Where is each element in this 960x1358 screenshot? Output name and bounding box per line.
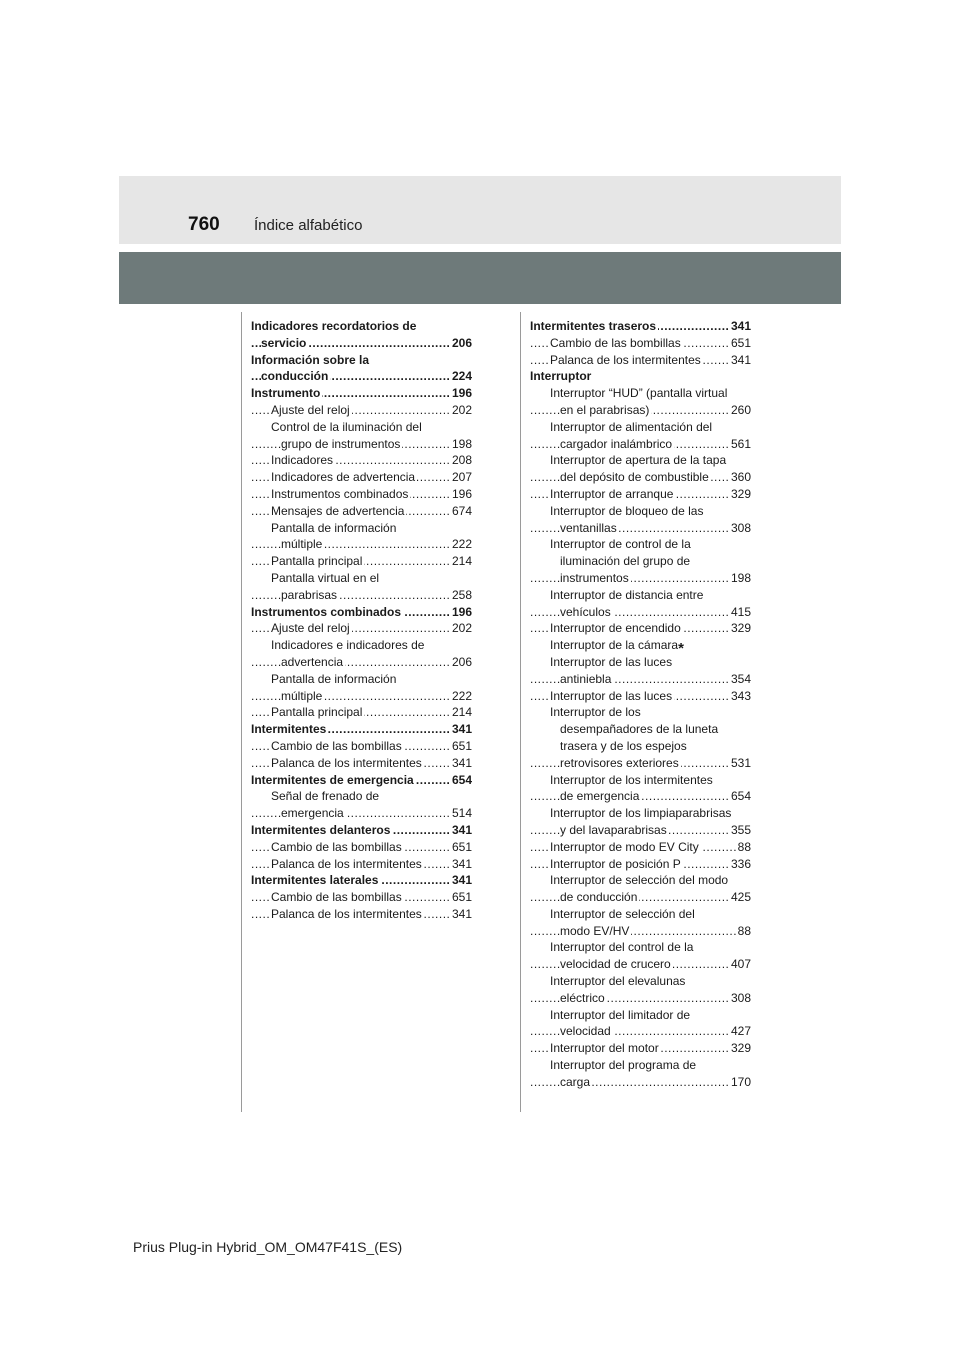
index-entry (251, 402, 472, 419)
entry-term: Pantalla de información (271, 520, 397, 535)
index-entry (530, 402, 751, 419)
entry-term: de conducción (560, 890, 638, 905)
index-entry (251, 620, 472, 637)
footer-doc-id: Prius Plug-in Hybrid_OM_OM47F41S_(ES) (133, 1239, 403, 1255)
index-entry (251, 604, 472, 621)
entry-term: Pantalla virtual en el (271, 570, 380, 585)
index-entry (530, 872, 751, 889)
entry-page-number: 354 (730, 671, 751, 686)
entry-page-number: 196 (451, 386, 472, 401)
entry-term: Información sobre la (251, 352, 370, 367)
entry-page-number: 214 (451, 705, 472, 720)
entry-term: múltiple (281, 537, 323, 552)
entry-page-number: 651 (451, 890, 472, 905)
index-entry (530, 973, 751, 990)
entry-term: velocidad de crucero (560, 957, 671, 972)
entry-term: Interruptor de distancia entre (550, 587, 704, 602)
entry-term: Interruptor de apertura de la tapa (550, 453, 727, 468)
index-entry (251, 536, 472, 553)
entry-term: Cambio de las bombillas (550, 335, 681, 350)
entry-page-number: 198 (451, 436, 472, 451)
entry-term: Pantalla principal (271, 554, 363, 569)
entry-page-number: 207 (451, 470, 472, 485)
entry-term: advertencia (281, 654, 344, 669)
entry-page-number: 170 (730, 1074, 751, 1089)
entry-page-number: 355 (730, 822, 751, 837)
entry-page-number: 343 (730, 688, 751, 703)
entry-term: Indicadores (271, 453, 334, 468)
index-entry (530, 587, 751, 604)
index-entry (530, 1007, 751, 1024)
entry-page-number: 341 (451, 822, 472, 837)
index-entry (530, 486, 751, 503)
entry-page-number: 407 (730, 957, 751, 972)
index-entry (251, 788, 472, 805)
entry-term: Palanca de los intermitentes (271, 755, 422, 770)
entry-term: vehículos (560, 604, 611, 619)
entry-page-number: 651 (451, 738, 472, 753)
footnote-mark: * (678, 640, 684, 654)
entry-term: instrumentos (560, 570, 629, 585)
index-entry (530, 553, 751, 570)
index-entry (251, 452, 472, 469)
entry-term: Interruptor de los limpiaparabrisas (550, 806, 732, 821)
entry-term: Interruptor de las luces (550, 688, 673, 703)
entry-term: Ajuste del reloj (271, 402, 350, 417)
entry-term: Interruptor de selección del modo (550, 873, 729, 888)
entry-page-number: 341 (730, 319, 751, 333)
entry-page-number: 196 (451, 486, 472, 501)
entry-term: Interruptor de la cámara* (550, 638, 686, 652)
entry-term: servicio (261, 335, 307, 350)
entry-page-number: 654 (451, 772, 472, 787)
entry-term: Interruptor de selección del (550, 906, 695, 921)
entry-page-number: 202 (451, 621, 472, 636)
index-entry (251, 436, 472, 453)
index-entry (251, 688, 472, 705)
index-entry (530, 839, 751, 856)
index-entry (530, 956, 751, 973)
index-entry (251, 738, 472, 755)
index-entry (251, 318, 472, 335)
index-entry (251, 587, 472, 604)
index-entry (530, 906, 751, 923)
index-entry (251, 721, 472, 738)
entry-page-number: 308 (730, 990, 751, 1005)
index-entry (251, 755, 472, 772)
entry-term: del depósito de combustible (560, 470, 709, 485)
entry-term: Interruptor de control de la (550, 537, 691, 552)
entry-term: Indicadores recordatorios de (251, 319, 417, 333)
entry-page-number: 514 (451, 806, 472, 821)
index-entry (251, 368, 472, 385)
entry-page-number: 329 (730, 486, 751, 501)
index-entry (530, 788, 751, 805)
entry-term: Interruptor de las luces (550, 654, 673, 669)
entry-term: Indicadores e indicadores de (271, 638, 425, 653)
entry-page-number: 224 (451, 369, 472, 384)
entry-term: ventanillas (560, 520, 617, 535)
entry-term: Interruptor de bloqueo de las (550, 503, 704, 518)
section-title: Índice alfabético (254, 217, 363, 234)
entry-page-number: 531 (730, 755, 751, 770)
entry-term: Intermitentes (251, 722, 327, 737)
entry-term: antiniebla (560, 671, 612, 686)
entry-page-number: 260 (730, 402, 751, 417)
entry-page-number: 214 (451, 554, 472, 569)
index-entry (530, 704, 751, 721)
entry-term: carga (560, 1074, 591, 1089)
entry-term: Intermitentes de emergencia (251, 772, 414, 787)
index-entry (530, 520, 751, 537)
entry-term: Interruptor (530, 369, 592, 384)
entry-term: Cambio de las bombillas (271, 890, 402, 905)
index-entry (251, 856, 472, 873)
entry-term: Señal de frenado de (271, 789, 380, 804)
entry-term: Intermitentes traseros (530, 319, 657, 333)
index-column-left (251, 318, 472, 923)
index-entry (530, 990, 751, 1007)
index-entry (251, 839, 472, 856)
index-entry (530, 469, 751, 486)
entry-term: Palanca de los intermitentes (271, 856, 422, 871)
entry-page-number: 654 (730, 789, 751, 804)
index-entry (530, 637, 751, 654)
entry-term: modo EV/HV (560, 923, 630, 938)
entry-term: Intermitentes delanteros (251, 822, 391, 837)
entry-term: Instrumentos combinados (251, 604, 402, 619)
index-entry (530, 604, 751, 621)
entry-term: cargador inalámbrico (560, 436, 673, 451)
entry-term: en el parabrisas) (560, 402, 650, 417)
entry-page-number: 88 (737, 839, 751, 854)
index-entry (530, 1023, 751, 1040)
index-entry (530, 805, 751, 822)
entry-term: Interruptor de modo EV City (550, 839, 699, 854)
entry-page-number: 341 (451, 906, 472, 921)
index-entry (251, 570, 472, 587)
index-entry (251, 553, 472, 570)
entry-term: Interruptor de posición P (550, 856, 681, 871)
entry-term: grupo de instrumentos (281, 436, 401, 451)
index-entry (530, 721, 751, 738)
index-entry (251, 872, 472, 889)
index-entry (530, 1057, 751, 1074)
index-entry (530, 755, 751, 772)
entry-term: Pantalla de información (271, 671, 397, 686)
index-entry (251, 419, 472, 436)
index-entry (530, 688, 751, 705)
index-entry (251, 486, 472, 503)
index-entry (251, 469, 472, 486)
entry-term: y del lavaparabrisas (560, 822, 667, 837)
entry-page-number: 651 (730, 335, 751, 350)
entry-term: conducción (261, 369, 329, 384)
entry-term: Cambio de las bombillas (271, 839, 402, 854)
entry-term: Ajuste del reloj (271, 621, 350, 636)
entry-page-number: 415 (730, 604, 751, 619)
entry-term: Pantalla principal (271, 705, 363, 720)
entry-page-number: 222 (451, 688, 472, 703)
entry-term: Interruptor del programa de (550, 1058, 697, 1073)
index-entry (530, 452, 751, 469)
index-entry (530, 385, 751, 402)
index-entry (530, 923, 751, 940)
index-entry (530, 620, 751, 637)
index-entry (251, 822, 472, 839)
entry-term: emergencia (281, 806, 344, 821)
entry-page-number: 88 (737, 923, 751, 938)
entry-term: velocidad (560, 1024, 611, 1039)
entry-page-number: 341 (451, 856, 472, 871)
index-entry (530, 318, 751, 335)
index-entry (530, 419, 751, 436)
index-entry (251, 906, 472, 923)
entry-term: Interruptor de arranque (550, 486, 674, 501)
index-entry (530, 856, 751, 873)
entry-page-number: 427 (730, 1024, 751, 1039)
index-entry (530, 536, 751, 553)
entry-term: Intermitentes laterales (251, 873, 379, 888)
entry-page-number: 341 (730, 352, 751, 367)
index-entry (530, 1040, 751, 1057)
index-entry (530, 654, 751, 671)
entry-page-number: 206 (451, 335, 472, 350)
entry-term: retrovisores exteriores (560, 755, 679, 770)
index-entry (251, 352, 472, 369)
entry-page-number: 208 (451, 453, 472, 468)
entry-page-number: 308 (730, 520, 751, 535)
entry-page-number: 341 (451, 722, 472, 737)
entry-term: de emergencia (560, 789, 640, 804)
entry-term: Mensajes de advertencia (271, 503, 405, 518)
entry-term: Interruptor de los intermitentes (550, 772, 713, 787)
index-entry (251, 805, 472, 822)
header-bar (119, 176, 841, 244)
entry-term: Palanca de los intermitentes (550, 352, 701, 367)
entry-term: desempañadores de la luneta (560, 722, 719, 737)
index-entry (530, 671, 751, 688)
column-divider-right (520, 312, 521, 1112)
entry-term: Interruptor de encendido (550, 621, 681, 636)
index-entry (530, 738, 751, 755)
index-entry (530, 570, 751, 587)
entry-term: Cambio de las bombillas (271, 738, 402, 753)
entry-page-number: 206 (451, 654, 472, 669)
index-entry (251, 335, 472, 352)
entry-page-number: 341 (451, 755, 472, 770)
entry-page-number: 196 (451, 604, 472, 619)
index-entry (530, 335, 751, 352)
index-entry (251, 637, 472, 654)
entry-term: Interruptor del control de la (550, 940, 694, 955)
entry-page-number: 336 (730, 856, 751, 871)
entry-term: iluminación del grupo de (560, 554, 691, 569)
entry-term: parabrisas (281, 587, 338, 602)
index-entry (251, 671, 472, 688)
entry-term: Interruptor de los (550, 705, 641, 720)
entry-term: Interruptor de alimentación del (550, 419, 713, 434)
entry-page-number: 651 (451, 839, 472, 854)
entry-page-number: 202 (451, 402, 472, 417)
index-entry (530, 503, 751, 520)
index-entry (251, 772, 472, 789)
entry-term: Interruptor “HUD” (pantalla virtual (550, 386, 728, 401)
entry-term: Interruptor del motor (550, 1041, 659, 1056)
index-entry (251, 654, 472, 671)
entry-page-number: 329 (730, 1041, 751, 1056)
entry-term: Interruptor del limitador de (550, 1007, 691, 1022)
header-band (119, 252, 841, 304)
entry-page-number: 198 (730, 570, 751, 585)
index-entry (530, 436, 751, 453)
column-divider-left (241, 312, 242, 1112)
index-entry (251, 385, 472, 402)
index-entry (251, 503, 472, 520)
entry-term: Control de la iluminación del (271, 419, 422, 434)
index-entry (530, 1074, 751, 1091)
index-entry (530, 368, 751, 385)
page-number: 760 (188, 214, 220, 235)
index-column-right (530, 318, 751, 1091)
entry-term: Interruptor del elevalunas (550, 974, 686, 989)
index-entry (251, 704, 472, 721)
entry-term: múltiple (281, 688, 323, 703)
index-entry (530, 939, 751, 956)
entry-term: eléctrico (560, 990, 605, 1005)
entry-page-number: 360 (730, 470, 751, 485)
entry-page-number: 329 (730, 621, 751, 636)
entry-page-number: 425 (730, 890, 751, 905)
entry-page-number: 561 (730, 436, 751, 451)
index-entry (251, 520, 472, 537)
index-entry (251, 889, 472, 906)
index-entry (530, 889, 751, 906)
entry-page-number: 674 (451, 503, 472, 518)
index-entry (530, 352, 751, 369)
entry-term: Palanca de los intermitentes (271, 906, 422, 921)
index-entry (530, 772, 751, 789)
entry-term: Instrumento (251, 386, 321, 401)
entry-page-number: 341 (451, 873, 472, 888)
entry-term: Indicadores de advertencia (271, 470, 416, 485)
entry-term: trasera y de los espejos (560, 738, 687, 753)
entry-page-number: 222 (451, 537, 472, 552)
entry-term: Instrumentos combinados (271, 486, 409, 501)
entry-page-number: 258 (451, 587, 472, 602)
index-entry (530, 822, 751, 839)
